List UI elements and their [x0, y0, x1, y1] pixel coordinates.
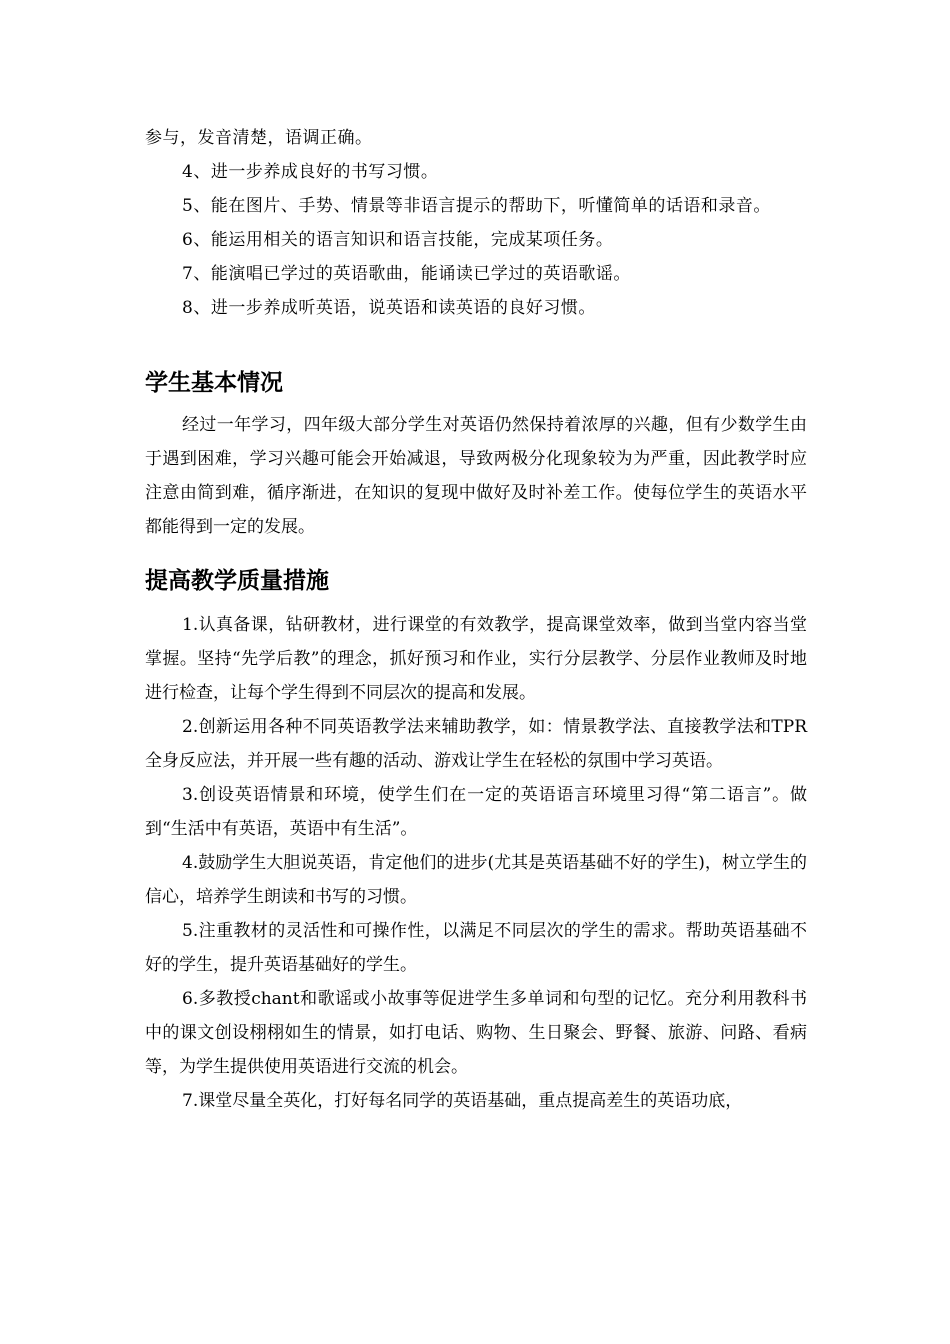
measure-item-4: 4.鼓励学生大胆说英语，肯定他们的进步(尤其是英语基础不好的学生)，树立学生的信心，培养学生朗读和书写的习惯。 [145, 853, 807, 907]
goal-item-4: 4、进一步养成良好的书写习惯。 [182, 162, 439, 182]
goal-item-8: 8、进一步养成听英语，说英语和读英语的良好习惯。 [182, 298, 596, 318]
page-content [145, 121, 807, 1118]
measure-item-5: 5.注重教材的灵活性和可操作性，以满足不同层次的学生的需求。帮助英语基础不好的学生，提升英语基础好的学生。 [145, 921, 807, 975]
goal-item-6: 6、能运用相关的语言知识和语言技能，完成某项任务。 [182, 230, 614, 250]
measure-item-7: 7.课堂尽量全英化，打好每名同学的英语基础，重点提高差生的英语功底， [182, 1091, 743, 1111]
measure-item-3: 3.创设英语情景和环境，使学生们在一定的英语语言环境里习得“第二语言”。做到“生活中有英语，英语中有生活”。 [145, 785, 807, 839]
measure-item-1: 1.认真备课，钻研教材，进行课堂的有效教学，提高课堂效率，做到当堂内容当堂掌握。坚持“先学后教”的理念，抓好预习和作业，实行分层教学、分层作业教师及时地进行检查，让每个学生得到不同层次的提高和发展。 [145, 615, 807, 703]
goal-item-7: 7、能演唱已学过的英语歌曲，能诵读已学过的英语歌谣。 [182, 264, 631, 284]
measure-item-2: 2.创新运用各种不同英语教学法来辅助教学，如：情景教学法、直接教学法和TPR全身反应法，并开展一些有趣的活动、游戏让学生在轻松的氛围中学习英语。 [145, 717, 807, 771]
goal-item-5: 5、能在图片、手势、情景等非语言提示的帮助下，听懂简单的话语和录音。 [182, 196, 771, 216]
section-heading-quality-measures: 提高教学质量措施 [145, 568, 329, 594]
student-situation-paragraph: 经过一年学习，四年级大部分学生对英语仍然保持着浓厚的兴趣，但有少数学生由于遇到困难，学习兴趣可能会开始减退，导致两极分化现象较为为严重，因此教学时应注意由简到难，循序渐进，在知识的复现中做好及时补差工作。使每位学生的英语水平都能得到一定的发展。 [145, 415, 807, 537]
measure-item-6: 6.多教授chant和歌谣或小故事等促进学生多单词和句型的记忆。充分利用教科书中的课文创设栩栩如生的情景，如打电话、购物、生日聚会、野餐、旅游、问路、看病等，为学生提供使用英语进行交流的机会。 [145, 989, 807, 1077]
continued-text-line: 参与，发音清楚，语调正确。 [145, 128, 373, 148]
section-heading-student-situation: 学生基本情况 [145, 370, 283, 396]
